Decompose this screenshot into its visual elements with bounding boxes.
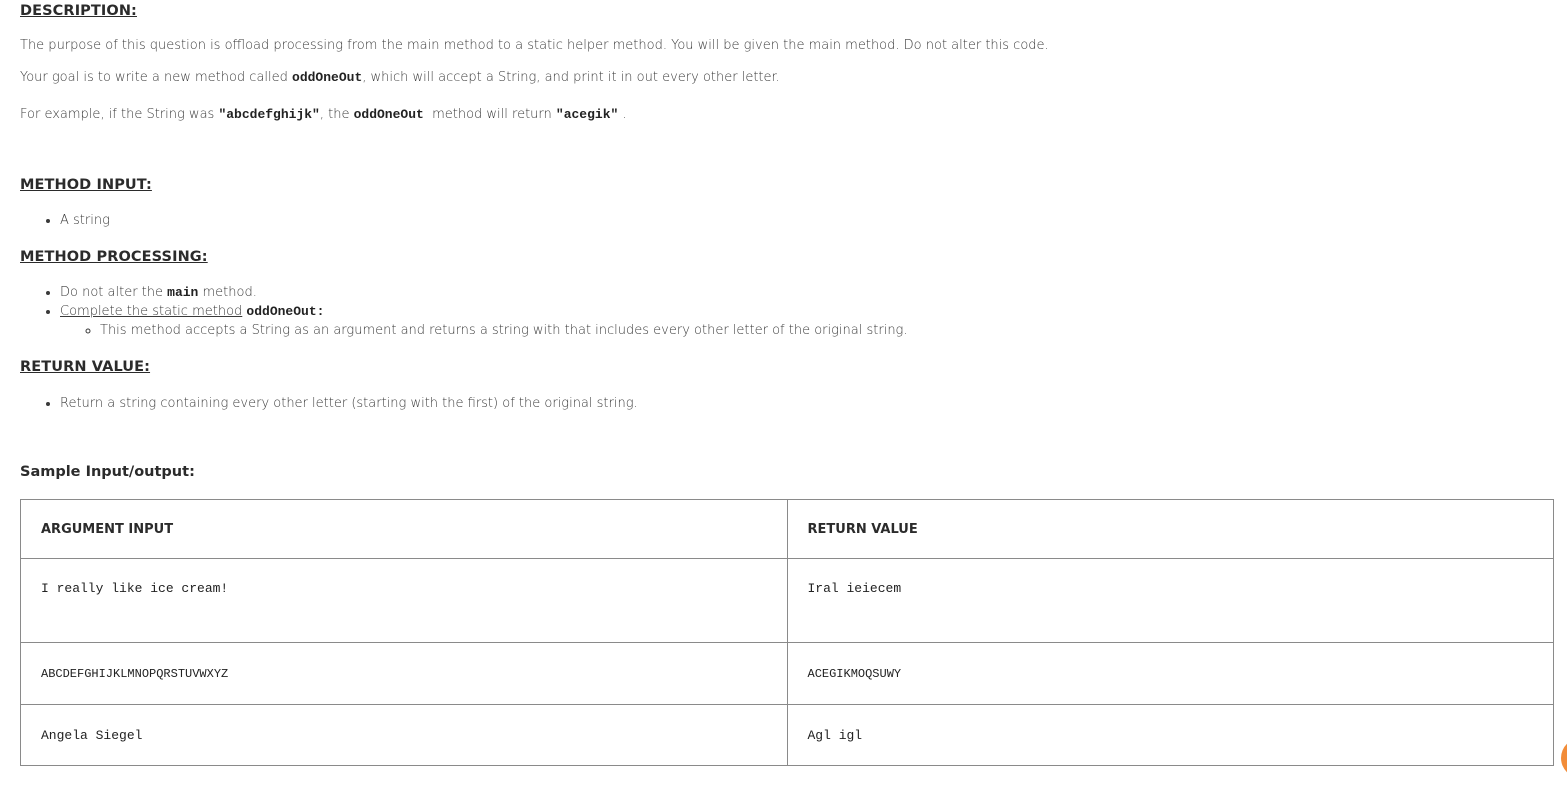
- text: For example, if the String was: [20, 107, 219, 122]
- method-processing-heading: METHOD PROCESSING:: [20, 249, 208, 265]
- method-processing-list: [20, 283, 908, 340]
- list-item: ◦ This method accepts a String as an argument and returns a string with that includes every other letter of the original string.: [100, 321, 908, 340]
- method-processing-sublist: [60, 321, 908, 340]
- return-value-heading: RETURN VALUE:: [20, 359, 151, 375]
- code-example-output: "acegik": [555, 107, 619, 122]
- table-row: [21, 643, 1554, 705]
- table-row: [21, 705, 1554, 766]
- description-line-2: [20, 70, 780, 85]
- text: Do not alter the: [60, 285, 168, 300]
- table-row: [21, 559, 1554, 643]
- return-value-cell: ACEGIKMOQSUWY: [787, 643, 1554, 705]
- code-oddoneout: oddOneOut: [353, 107, 424, 122]
- sample-title: Sample Input/output:: [20, 464, 195, 480]
- text: , which will accept a String, and print it in out every other letter.: [362, 70, 780, 85]
- text: , the: [319, 107, 354, 122]
- code-oddoneout: oddOneOut:: [246, 304, 325, 319]
- return-value-cell: Agl igl: [787, 705, 1554, 766]
- text: .: [618, 107, 627, 122]
- static-method-link[interactable]: Complete the static method: [60, 304, 243, 319]
- text: method.: [198, 285, 257, 300]
- column-header-return-value: RETURN VALUE: [787, 500, 1554, 559]
- table-header-row: [21, 500, 1554, 559]
- description-heading: DESCRIPTION:: [20, 3, 137, 19]
- description-line-1: The purpose of this question is offload processing from the main method to a static helper method. You will be given the main method. Do not alter this code.: [20, 38, 1049, 53]
- list-item: • Return a string containing every other letter (starting with the first) of the original string.: [60, 394, 638, 413]
- list-item: [60, 283, 908, 302]
- method-input-heading: METHOD INPUT:: [20, 177, 152, 193]
- return-value-cell: Iral ieiecem: [787, 559, 1554, 643]
- argument-input-cell: I really like ice cream!: [21, 559, 788, 643]
- column-header-argument-input: ARGUMENT INPUT: [21, 500, 788, 559]
- method-input-list: [20, 211, 110, 230]
- code-example-input: "abcdefghijk": [218, 107, 320, 122]
- return-value-list: [20, 394, 638, 413]
- code-oddoneout: oddOneOut: [292, 70, 363, 85]
- list-item: • A string: [60, 211, 110, 230]
- text: Your goal is to write a new method called: [20, 70, 293, 85]
- description-line-3: [20, 107, 627, 122]
- argument-input-cell: Angela Siegel: [21, 705, 788, 766]
- text: method will return: [423, 107, 556, 122]
- list-item: [60, 302, 908, 340]
- argument-input-cell: ABCDEFGHIJKLMNOPQRSTUVWXYZ: [21, 643, 788, 705]
- code-main: main: [167, 285, 199, 300]
- chat-widget-button[interactable]: [1561, 738, 1567, 778]
- sample-table: [20, 499, 1554, 766]
